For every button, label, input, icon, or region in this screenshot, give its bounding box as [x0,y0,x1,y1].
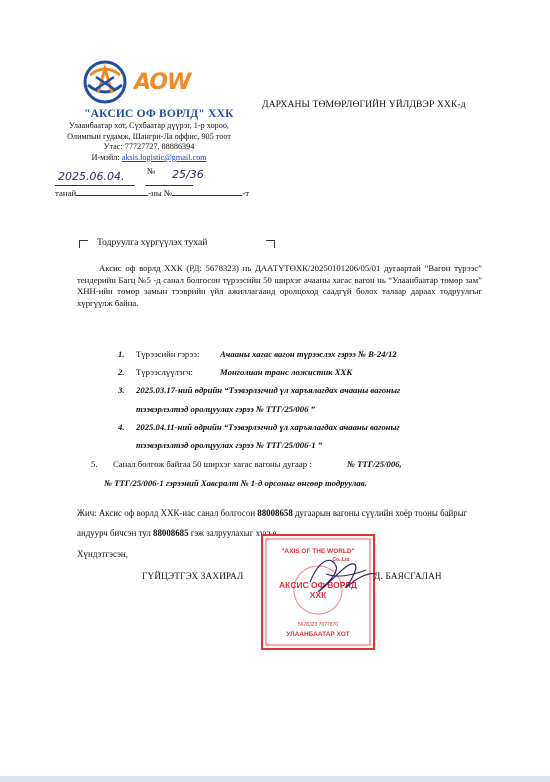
company-name: "АКСИС ОФ ВОРЛД" ХХК [84,108,234,120]
note-text: дугаарын вагоны сүүлийн хоёр тооны байрыг андуурч бичсэн тул [77,508,468,538]
note-text: Жич: Аксис оф ворлд ХХК-иас санал болгосон [77,508,258,518]
company-phone: Утас: 77727727, 88886394 [103,142,195,152]
list-label: Түрээсийн гэрээ: [136,349,200,359]
stamp-reg-line: 5678323 7077870 [297,622,339,628]
handwritten-signature [306,552,380,600]
logo-text: AOW [134,70,191,95]
stamp-top-text: "AXIS OF THE WORLD" [281,548,355,555]
stamp-bottom-text: УЛААНБААТАР ХОТ [286,631,350,638]
company-address-block [60,121,238,163]
recipient: ДАРХАНЫ ТӨМӨРЛӨГИЙН ҮЙЛДВЭР ХХК-д [262,99,466,110]
greeting: Хүндэтгэсэн, [77,549,129,559]
email-label: И-мэйл: [91,152,122,162]
stamp-center-line2: ХХК [309,590,327,600]
handwritten-number: 25/36 [172,168,204,181]
subject-bracket-right [266,240,275,248]
list-value: № ТТГ/25/006, [347,459,402,469]
note-wagon-number-correct: 88008685 [153,527,189,538]
list-number: 4. [118,422,125,432]
company-logo-globe-icon [82,59,128,105]
list-number: 5. [91,459,98,469]
list-value: № ТТГ/25/006-1 гэрээний Хавсралт № 1-д орсоныг өнгөөр тодруулав. [104,478,367,488]
handwritten-date: 2025.06.04. [58,170,125,183]
footer-bar [0,776,550,782]
number-sign: № [147,166,156,176]
signatory-title: ГҮЙЦЭТГЭХ ЗАХИРАЛ [142,571,244,581]
list-value: 2025.04.11-ний өдрийн “Тээвэрлэгчид үл харъялагдах ачааны вагоныг [136,422,400,432]
list-value: 2025.03.17-ний өдрийн “Тээвэрлэгчид үл харъялагдах ачааны вагоныг [136,385,401,395]
signatory-name: Д. БАЯСГАЛАН [374,571,442,581]
note-text: гэж залруулахыг хүсье. [188,527,279,538]
note-wagon-number-wrong: 88008658 [257,508,293,518]
subject-bracket-left [79,240,88,248]
company-email-line [60,153,238,164]
dateline-number-prefix: -ны № [148,188,173,198]
list-label: Түрээслүүлэгч: [136,367,193,377]
stamp-top-sub: Co.,Ltd [332,557,350,563]
list-value: Монголиан транс ложистик ХХК [220,367,353,377]
letter-subject: Тодруулга хүргүүлэх тухай [97,237,208,248]
dateline-date-suffix: танай [55,188,77,198]
body-paragraph: Аксис оф ворлд ХХК (РД: 5678323) нь ДААТҮТӨХК/20250101206/05/01 дугаартай “Вагон түрээс” тендерийн Багц №5 -д санал болгосон түрээсийн 50 ширхэг ачааны хагас вагон нь “Улаанбаатар төмөр зам” ХНН-ийн төмөр замын тээврийн үйл ажиллагаанд оролцоход саадгүй болох талаар дараах тодруулгыг хүргүүлж байна. [77,263,482,308]
list-number: 3. [118,385,125,395]
email-link[interactable]: aksis.logistic@gmail.com [121,152,207,162]
list-number: 2. [118,367,125,377]
clarification-list [91,349,498,499]
address-line: Улаанбаатар хот, Сүхбаатар дүүрэг, 1-р хороо, [69,121,229,130]
dateline-number-suffix: -т [242,188,250,198]
list-value: Ачааны хагас вагон түрээслэх гэрээ № В-24/12 [220,349,397,359]
stamp-center-line1: АКСИС ОФ ВОРЛД [279,580,357,590]
list-value: тээвэрлэлтэд оролцуулах гэрээ № ТТГ/25/006 ” [136,404,315,414]
list-label: Санал болгож байгаа 50 ширхэг хагас вагоны дугаар : [113,459,312,469]
list-value: тээвэрлэлтэд оролцуулах гэрээ № ТТГ/25/006-1 ” [136,440,323,450]
company-logo-wordmark [134,70,196,96]
address-line: Олимпын гудамж, Шангри-Ла оффис, 905 тоот [67,131,231,141]
list-number: 1. [118,349,125,359]
